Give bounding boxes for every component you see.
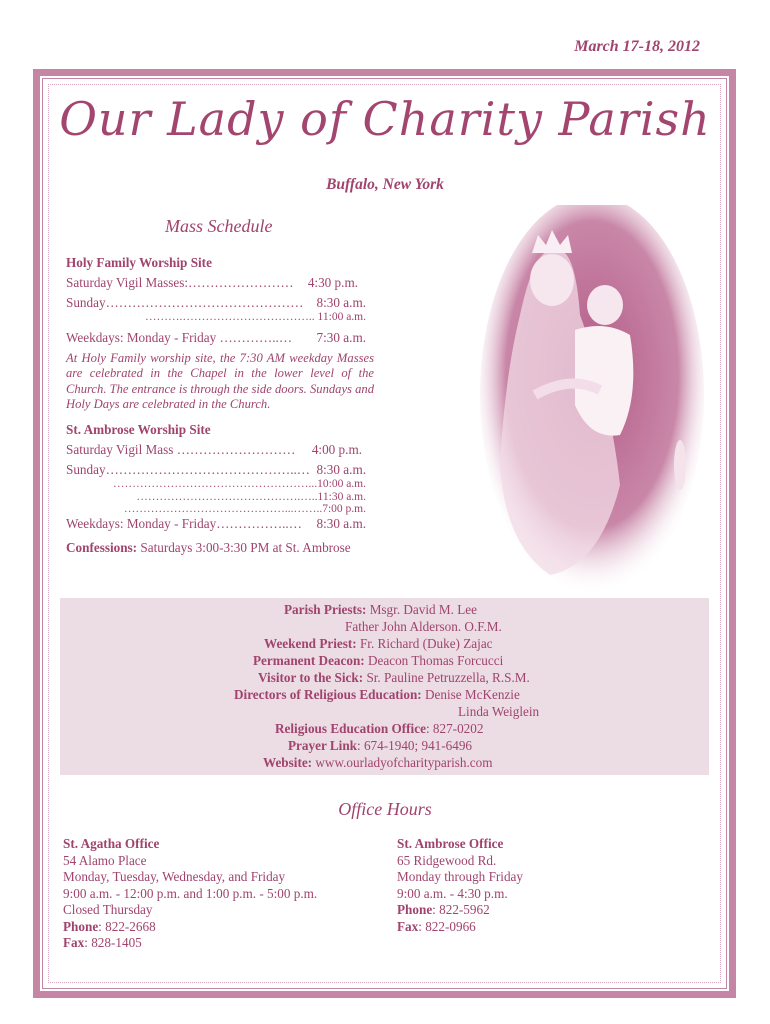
- deacon-label: Permanent Deacon:: [253, 653, 365, 668]
- parish-staff-box: [60, 598, 709, 775]
- st-ambrose-phone-label: Phone: [397, 902, 433, 917]
- sa-weekday-label: Weekdays: Monday - Friday……………..…: [66, 515, 302, 531]
- director-1: Denise McKenzie: [421, 687, 520, 702]
- confessions-line: [66, 540, 366, 556]
- st-ambrose-phone: : 822-5962: [432, 902, 490, 917]
- hf-sunday-label: Sunday………………………………………: [66, 295, 304, 310]
- parish-priests-label: Parish Priests:: [284, 602, 367, 617]
- hf-saturday-label: Saturday Vigil Masses:……………………: [66, 275, 294, 290]
- st-ambrose-hours: 9:00 a.m. - 4:30 p.m.: [397, 885, 508, 901]
- reo-phone: : 827-0202: [425, 721, 484, 736]
- st-agatha-fax-label: Fax: [63, 935, 85, 950]
- parish-location: Buffalo, New York: [326, 176, 444, 193]
- st-ambrose-schedule: [66, 422, 366, 556]
- visitor-label: Visitor to the Sick:: [258, 670, 364, 685]
- st-agatha-days: Monday, Tuesday, Wednesday, and Friday: [63, 869, 286, 884]
- st-ambrose-fax-line: [397, 919, 523, 936]
- office-hours-heading: Office Hours: [338, 799, 432, 819]
- parish-priest-1: Msgr. David M. Lee: [366, 602, 478, 617]
- st-agatha-fax-line: [63, 935, 317, 952]
- confessions-text: Saturdays 3:00-3:30 PM at St. Ambrose: [137, 539, 351, 555]
- deacon-line: [253, 653, 503, 669]
- confessions-label: Confessions:: [66, 539, 138, 555]
- weekend-priest: Fr. Richard (Duke) Zajac: [356, 636, 493, 651]
- director-2: Linda Weiglein: [458, 704, 540, 719]
- st-agatha-phone-line: [63, 919, 317, 936]
- st-agatha-phone-label: Phone: [63, 918, 99, 934]
- parish-priests-line: [284, 602, 477, 618]
- sa-saturday-label: Saturday Vigil Mass ………………………: [66, 442, 296, 457]
- st-ambrose-office: [397, 836, 523, 935]
- visitor: Sr. Pauline Petruzzella, R.S.M.: [363, 670, 530, 685]
- mass-schedule-heading: Mass Schedule: [165, 216, 273, 236]
- reo-line: [275, 721, 483, 737]
- directors-line: [234, 687, 520, 703]
- st-agatha-office: [63, 836, 317, 952]
- st-ambrose-address: 65 Ridgewood Rd.: [397, 852, 497, 868]
- website-label: Website:: [263, 755, 313, 770]
- directors-label: Directors of Religious Education:: [234, 687, 422, 702]
- st-agatha-fax: : 828-1405: [84, 935, 142, 950]
- sa-extra-1: ……………………………………………...10:00 a.m.: [113, 478, 366, 490]
- st-ambrose-days: Monday through Friday: [397, 869, 524, 884]
- parish-title: Our Lady of Charity Parish: [59, 92, 711, 146]
- st-ambrose-office-heading: St. Ambrose Office: [397, 836, 504, 851]
- visitor-line: [258, 670, 530, 686]
- deacon: Deacon Thomas Forcucci: [364, 653, 504, 668]
- sa-extra-2: …………………………………….…..11:30 a.m.: [136, 490, 366, 503]
- sa-weekday-time: 8:30 a.m.: [316, 515, 366, 531]
- hf-note: At Holy Family worship site, the 7:30 AM weekday Masses are celebrated in the Chapel in the lower level of the Church. The entrance is through the side doors. Sundays and Holy Days are celebrated in the Church.: [66, 350, 374, 412]
- bulletin-date: March 17-18, 2012: [574, 38, 700, 55]
- sa-sunday-label: Sunday……………………………………..…: [66, 462, 310, 477]
- holy-family-schedule: [66, 255, 374, 413]
- st-agatha-address: 54 Alamo Place: [63, 852, 147, 868]
- sa-extra-3: ……………………………………...……..7:00 p.m.: [123, 503, 366, 516]
- st-ambrose-heading: St. Ambrose Worship Site: [66, 422, 211, 437]
- st-agatha-phone: : 822-2668: [98, 918, 156, 934]
- hf-weekday-label: Weekdays: Monday - Friday …………..…: [66, 329, 293, 345]
- st-agatha-hours: 9:00 a.m. - 12:00 p.m. and 1:00 p.m. - 5:00 p.m.: [63, 885, 318, 901]
- prayer-label: Prayer Link: [288, 738, 357, 753]
- prayer-phone: : 674-1940; 941-6496: [357, 738, 473, 753]
- st-ambrose-phone-line: [397, 902, 523, 919]
- st-ambrose-fax: : 822-0966: [418, 918, 476, 934]
- parish-priest-2: Father John Alderson. O.F.M.: [345, 619, 502, 634]
- st-ambrose-fax-label: Fax: [397, 918, 419, 934]
- prayer-line: [288, 738, 472, 754]
- hf-sunday-time: 8:30 a.m.: [316, 295, 366, 310]
- hf-weekday-time: 7:30 a.m.: [316, 329, 366, 345]
- sa-saturday-time: 4:00 p.m.: [311, 442, 362, 457]
- website-line: [263, 755, 493, 771]
- reo-label: Religious Education Office: [275, 721, 426, 736]
- hf-sunday-extra: ……….…………………………….. 11:00 a.m.: [145, 311, 366, 323]
- weekend-priest-line: [264, 636, 493, 652]
- weekend-priest-label: Weekend Priest:: [264, 636, 357, 651]
- hf-saturday-time: 4:30 p.m.: [307, 275, 358, 290]
- st-agatha-heading: St. Agatha Office: [63, 836, 160, 851]
- holy-family-heading: Holy Family Worship Site: [66, 255, 212, 270]
- sa-sunday-time: 8:30 a.m.: [316, 462, 366, 477]
- st-agatha-closed: Closed Thursday: [63, 902, 153, 917]
- website-link[interactable]: www.ourladyofcharityparish.com: [312, 755, 493, 770]
- madonna-statue-image: [480, 205, 705, 600]
